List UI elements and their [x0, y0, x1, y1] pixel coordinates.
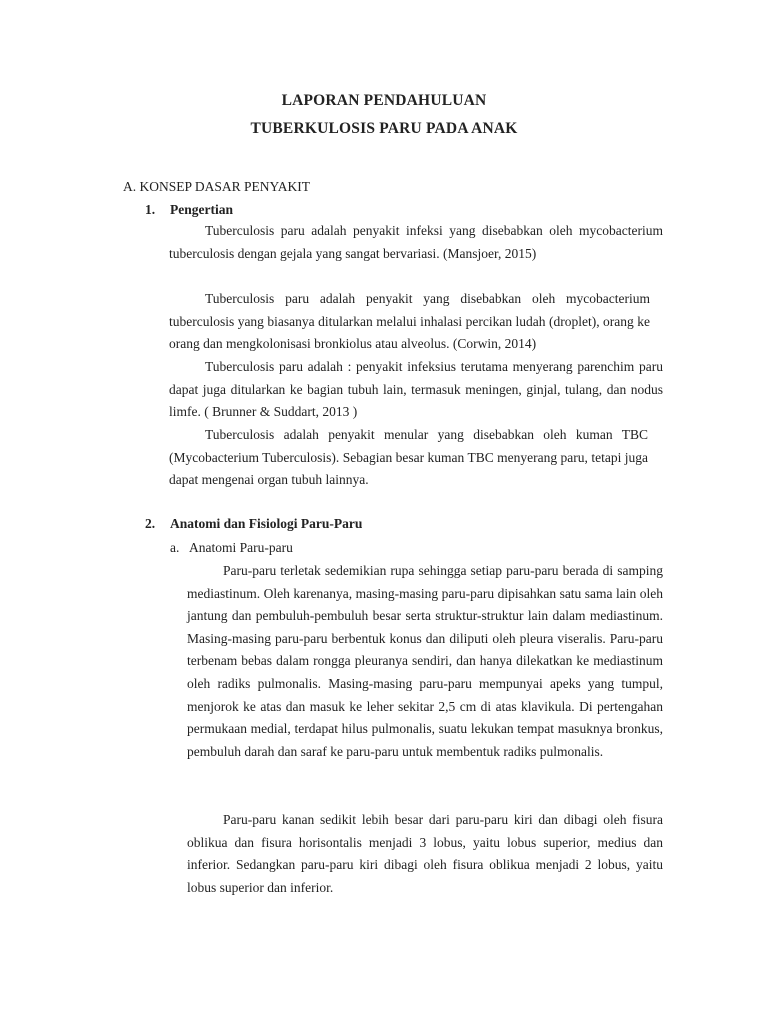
item-1-number: 1. — [145, 202, 156, 217]
sub-a-heading: Anatomi Paru-paru — [189, 540, 293, 555]
pengertian-paragraph-4: Tuberculosis adalah penyakit menular yang disebabkan oleh kuman TBC (Mycobacterium Tuberculosis). Sebagian besar kuman TBC menyerang paru, tetapi juga dapat mengenai organ tubuh lainnya. — [169, 427, 648, 488]
pengertian-paragraph-3: Tuberculosis paru adalah : penyakit infeksius terutama menyerang parenchim paru dapat juga ditularkan ke bagian tubuh lain, termasuk meningen, ginjal, tulang, dan nodus limfe. ( Brunner & Suddart, 2013 ) — [169, 359, 663, 420]
title-line-1: LAPORAN PENDAHULUAN — [281, 92, 487, 109]
sub-a-label: a. — [170, 540, 180, 555]
pengertian-paragraph-1: Tuberculosis paru adalah penyakit infeksi yang disebabkan oleh mycobacterium tuberculosis dengan gejala yang sangat bervariasi. (Mansjoer, 2015) — [169, 223, 663, 261]
pengertian-paragraph-2: Tuberculosis paru adalah penyakit yang disebabkan oleh mycobacterium tuberculosis yang biasanya ditularkan melalui inhalasi percikan ludah (droplet), orang ke orang dan mengkolonisasi bronkiolus atau alveolus. (Corwin, 2014) — [169, 291, 650, 352]
item-2-number: 2. — [145, 516, 156, 531]
anatomi-paragraph-2: Paru-paru kanan sedikit lebih besar dari paru-paru kiri dan dibagi oleh fisura oblikua dan fisura horisontalis menjadi 3 lobus, yaitu lobus superior, medius dan inferior. Sedangkan paru-paru kiri dibagi oleh fisura oblikua menjadi 2 lobus, yaitu lobus superior dan inferior. — [187, 812, 663, 895]
title-line-2: TUBERKULOSIS PARU PADA ANAK — [250, 120, 518, 137]
item-2-heading: Anatomi dan Fisiologi Paru-Paru — [170, 516, 363, 531]
item-1-heading: Pengertian — [170, 202, 233, 217]
anatomi-paragraph-1: Paru-paru terletak sedemikian rupa sehingga setiap paru-paru berada di samping mediastinum. Oleh karenanya, masing-masing paru-paru dipisahkan satu sama lain oleh jantung dan pembuluh-pembuluh besar serta struktur-struktur lain dalam mediastinum. Masing-masing paru-paru berbentuk konus dan diliputi oleh pleura viseralis. Paru-paru terbenam bebas dalam rongga pleuranya sendiri, dan hanya dilekatkan ke mediastinum oleh radiks pulmonalis. Masing-masing paru-paru mempunyai apeks yang tumpul, menjorok ke atas dan masuk ke leher sekitar 2,5 cm di atas klavikula. Di pertengahan permukaan medial, terdapat hilus pulmonalis, suatu lekukan tempat masuknya bronkus, pembuluh darah dan saraf ke paru-paru untuk membentuk radiks pulmonalis. — [187, 563, 663, 759]
section-a-heading: A. KONSEP DASAR PENYAKIT — [123, 179, 311, 194]
